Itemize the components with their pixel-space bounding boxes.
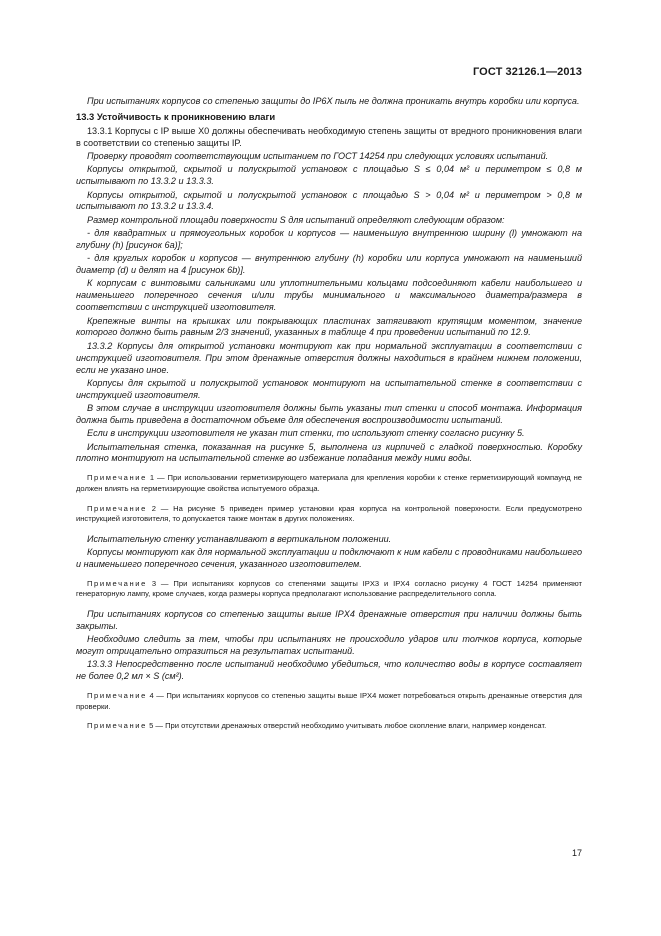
paragraph: В этом случае в инструкции изготовителя должны быть указаны тип стенки и способ монтажа. Информация должна быть приведена в достаточном объеме для обеспечения воспроизводимости испытаний. xyxy=(76,403,582,425)
standard-header: ГОСТ 32126.1—2013 xyxy=(472,66,582,78)
page-number: 17 xyxy=(571,848,582,858)
note-text: 3 — При испытаниях корпусов со степенями защиты IPX3 и IPX4 согласно рисунку 4 ГОСТ 14254 применяют генераторную лампу, кроме случаев, когда размеры корпуса предполагают использование распределительного сопла. xyxy=(76,578,582,599)
paragraph: Проверку проводят соответствующим испытанием по ГОСТ 14254 при следующих условиях испытаний. xyxy=(87,151,549,162)
paragraph: - для круглых коробок и корпусов — внутреннюю глубину (h) коробки или корпуса умножают на наименьший диаметр (d) и делят на 4 [рисунок 6b)]. xyxy=(76,253,582,276)
paragraph: Корпусы открытой, скрытой и полускрытой установок с площадью S > 0,04 м² и периметром > 0,8 м испытывают по 13.3.2 и 13.3.4. xyxy=(76,189,582,212)
paragraph: Размер контрольной площади поверхности S для испытаний определяют следующим образом: xyxy=(87,214,505,225)
note-label: Примечание xyxy=(87,473,147,483)
paragraph: Корпусы открытой, скрытой и полускрытой установок с площадью S ≤ 0,04 м² и периметром ≤ 0,8 м испытывают по 13.3.2 и 13.3.3. xyxy=(76,164,582,187)
note xyxy=(76,473,582,494)
paragraph: - для квадратных и прямоугольных коробок и корпусов — наименьшую внутреннюю ширину (l) умножают на глубину (h) [рисунок 6a)]; xyxy=(76,228,582,250)
paragraph: 13.3.3 Непосредственно после испытаний необходимо убедиться, что количество воды в корпусе составляет не более 0,2 мл × S (см²). xyxy=(76,659,582,682)
paragraph: Корпусы для скрытой и полускрытой установок монтируют на испытательной стенке в соответствии с инструкцией изготовителя. xyxy=(76,377,582,400)
note-text: 4 — При испытаниях корпусов со степенью защиты выше IPX4 может потребоваться открыть дренажные отверстия для проверки. xyxy=(76,691,582,711)
note-label: Примечание xyxy=(87,503,147,513)
paragraph: При испытаниях корпусов со степенью защиты выше IPX4 дренажные отверстия при наличии должны быть закрыты. xyxy=(76,609,582,631)
paragraph: 13.3.1 Корпусы с IP выше X0 должны обеспечивать необходимую степень защиты от вредного проникновения влаги в соответствии со степенью защиты IP. xyxy=(76,125,582,148)
paragraph: Испытательная стенка, показанная на рисунке 5, выполнена из кирпичей с гладкой поверхностью. Коробку плотно монтируют на испытательной стенке во избежание попадания между ними воды. xyxy=(76,441,582,464)
note-text: 1 — При использовании герметизирующего материала для крепления коробки к стенке герметизирующий компаунд не должен влиять на герметизирующие свойства испытуемого образца. xyxy=(76,473,582,493)
note xyxy=(76,691,582,712)
paragraph: При испытаниях корпусов со степенью защиты до IP6X пыль не должна проникать внутрь коробки или корпуса. xyxy=(87,96,580,106)
note-text: 2 — На рисунке 5 приведен пример установки края корпуса на контрольной поверхности. Если предусмотрено инструкцией изготовителя, то допускается также монтаж в других положениях. xyxy=(76,503,582,524)
paragraph: Крепежные винты на крышках или покрывающих пластинах затягивают крутящим моментом, значение которого должно быть равным 2/3 значений, указанных в таблице 4 при проведении испытаний по 12.9. xyxy=(76,315,582,338)
document-body xyxy=(76,96,582,741)
section-heading: 13.3 Устойчивость к проникновению влаги xyxy=(76,110,276,122)
note xyxy=(76,721,582,732)
note-label: Примечание xyxy=(87,721,147,731)
note-text: 5 — При отсутствии дренажных отверстий необходимо учитывать любое скопление влаги, например конденсат. xyxy=(146,721,547,731)
paragraph: К корпусам с винтовыми сальниками или уплотнительными кольцами подсоединяют кабели наибольшего и наименьшего поперечного сечения и/или трубы минимального и максимального диаметра/размера в соответствии с инструкцией изготовителя. xyxy=(76,278,582,313)
paragraph: 13.3.2 Корпусы для открытой установки монтируют как при нормальной эксплуатации в соответствии с инструкцией изготовителя. При этом дренажные отверстия должны находиться в крайнем нижнем положении, если не указано иное. xyxy=(76,340,582,375)
paragraph: Корпусы монтируют как для нормальной эксплуатации и подключают к ним кабели с проводниками наибольшего и наименьшего поперечного сечения, указанного изготовителем. xyxy=(76,547,582,569)
note-label: Примечание xyxy=(87,578,147,588)
paragraph: Если в инструкции изготовителя не указан тип стенки, то используют стенку согласно рисунку 5. xyxy=(87,428,525,439)
paragraph: Необходимо следить за тем, чтобы при испытаниях не происходило ударов или толчков корпуса, которые могут отрицательно отразиться на результатах испытаний. xyxy=(76,634,582,657)
note xyxy=(76,504,582,525)
paragraph: Испытательную стенку устанавливают в вертикальном положении. xyxy=(87,533,392,544)
note-label: Примечание xyxy=(87,691,147,701)
note xyxy=(76,579,582,600)
